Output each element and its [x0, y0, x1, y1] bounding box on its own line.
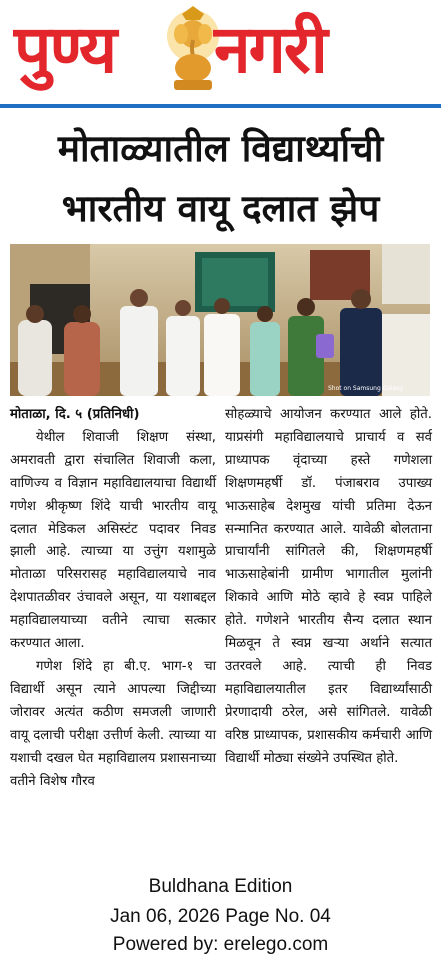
- headline-line-1: मोताळ्यातील विद्यार्थ्याची: [57, 127, 384, 170]
- photo-camera-watermark: Shot on Samsung Galaxy: [328, 385, 404, 392]
- masthead-title-right: नगरी: [214, 11, 326, 88]
- felicitation-photo-illustration: [10, 244, 430, 396]
- article-photo: [10, 244, 430, 396]
- masthead-title-left: पुण्य: [14, 11, 116, 88]
- article-dateline: मोताळा, दि. ५ (प्रतिनिधी): [10, 407, 140, 422]
- article-column-left: [10, 404, 216, 793]
- article-paragraph-2-continued: सोहळ्याचे आयोजन करण्यात आले होते. याप्रसंगी महाविद्यालयाचे प्राचार्य व सर्व प्राध्यापक वृंदाच्या हस्ते गणेशला शिक्षणमहर्षी डॉ. पंजाबराव उपाख्य भाऊसाहेब देशमुख यांची प्रतिमा देऊन सन्मानित करण्यात आले. यावेळी बोलताना प्राचार्यांनी सांगितले की, शिक्षणमहर्षी भाऊसाहेबांनी ग्रामीण भागातील मुलांनी शिकावे आणि मोठे व्हावे हे स्वप्न पाहिले होते. गणेशने भारतीय सैन्य दलात स्थान मिळवून ते स्वप्न खऱ्या अर्थाने सत्यात उतरवले आहे. त्याची ही निवड महाविद्यालयातील इतर विद्यार्थ्यांसाठी प्रेरणादायी ठरेल, असे सांगितले. यावेळी वरिष्ठ प्राध्यापक, प्रशासकीय कर्मचारी आणि विद्यार्थी मोठ्या संख्येने उपस्थित होते.: [225, 407, 432, 766]
- article-column-right: [225, 404, 432, 771]
- headline-line-2: भारतीय वायू दलात झेप: [61, 187, 380, 230]
- edition-label: Buldhana Edition: [148, 876, 293, 897]
- powered-by-label: Powered by: erelego.com: [112, 934, 329, 955]
- masthead-divider: [0, 104, 441, 108]
- article-paragraph-2-start: गणेश शिंदे हा बी.ए. भाग-१ चा विद्यार्थी असून त्याने आपल्या जिद्दीच्या जोरावर अत्यंत कठीण समजली जाणारी वायू दलाची परीक्षा उत्तीर्ण केली. त्याच्या या यशाची दखल घेत महाविद्यालय प्रशासनाच्या वतीने विशेष गौरव: [10, 658, 216, 789]
- date-page-label: Jan 06, 2026 Page No. 04: [110, 906, 331, 927]
- masthead: [0, 0, 441, 112]
- article-paragraph-1: येथील शिवाजी शिक्षण संस्था, अमरावती द्वारा संचालित शिवाजी कला, वाणिज्य व विज्ञान महाविद्यालयाचा विद्यार्थी गणेश श्रीकृष्ण शिंदे याची भारतीय वायू दलात मेडिकल असिस्टंट पदावर निवड झाली आहे. त्याच्या या उत्तुंग यशामुळे मोताळा परिसरासह महाविद्यालयाचे नाव देशपातळीवर उंचावले असून, या यशाबद्दल महाविद्यालयाच्या वतीने त्याचा सत्कार करण्यात आला.: [10, 429, 216, 652]
